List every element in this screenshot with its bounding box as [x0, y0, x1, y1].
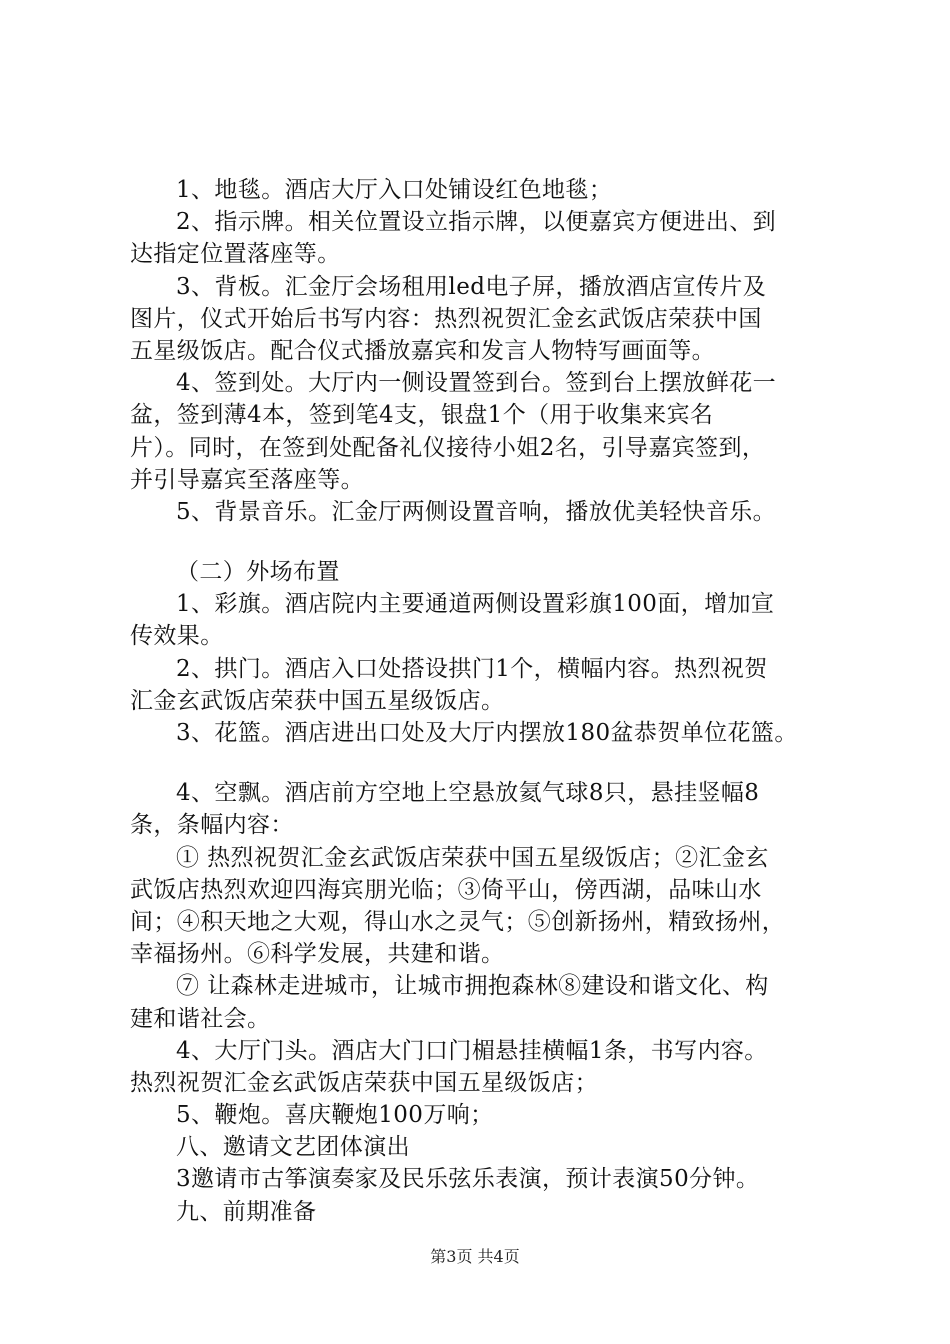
paragraph-line: 2、指示牌。相关位置设立指示牌，以便嘉宾方便进出、到 [176, 209, 777, 236]
paragraph-line: 幸福扬州。⑥科学发展，共建和谐。 [130, 941, 505, 968]
paragraph-line: 3邀请市古筝演奏家及民乐弦乐表演，预计表演50分钟。 [176, 1166, 760, 1193]
paragraph-line: 盆，签到薄4本，签到笔4支，银盘1个（用于收集来宾名 [130, 402, 714, 429]
paragraph-line: ① 热烈祝贺汇金玄武饭店荣获中国五星级饭店；②汇金玄 [176, 844, 769, 871]
paragraph-line: 间；④积天地之大观，得山水之灵气；⑤创新扬州，精致扬州， [130, 908, 786, 935]
page-footer: 第3页 共4页 [430, 1247, 520, 1266]
paragraph-line: 4、空飘。酒店前方空地上空悬放氦气球8只，悬挂竖幅8 [176, 780, 760, 807]
paragraph-gap [130, 749, 830, 777]
paragraph-gap [130, 528, 830, 556]
paragraph-line: 3、背板。汇金厅会场租用led电子屏，播放酒店宣传片及 [176, 273, 767, 300]
paragraph-line: 2、拱门。酒店入口处搭设拱门1个，横幅内容。热烈祝贺 [176, 655, 768, 682]
paragraph-line: 传效果。 [130, 623, 224, 650]
paragraph-line: 五星级饭店。配合仪式播放嘉宾和发言人物特写画面等。 [130, 337, 715, 364]
paragraph-line: 并引导嘉宾至落座等。 [130, 466, 364, 493]
paragraph-line: 图片，仪式开始后书写内容：热烈祝贺汇金玄武饭店荣获中国 [130, 305, 762, 332]
paragraph-line: 5、背景音乐。汇金厅两侧设置音响，播放优美轻快音乐。 [176, 498, 777, 525]
section-heading: （二）外场布置 [176, 559, 340, 586]
paragraph-line: 热烈祝贺汇金玄武饭店荣获中国五星级饭店； [130, 1069, 598, 1096]
paragraph-line: 建和谐社会。 [130, 1005, 271, 1032]
paragraph-line: 汇金玄武饭店荣获中国五星级饭店。 [130, 687, 505, 714]
paragraph-line: 1、地毯。酒店大厅入口处铺设红色地毯； [176, 177, 613, 203]
document-body [130, 174, 830, 1228]
paragraph-line: 3、花篮。酒店进出口处及大厅内摆放180盆恭贺单位花篮。 [176, 720, 798, 746]
paragraph-line: 4、签到处。大厅内一侧设置签到台。签到台上摆放鲜花一 [176, 370, 777, 397]
paragraph-line: ⑦ 让森林走进城市，让城市拥抱森林⑧建设和谐文化、构 [176, 973, 769, 1000]
paragraph-line: 条，条幅内容： [130, 812, 294, 839]
section-heading: 九、前期准备 [176, 1198, 317, 1225]
paragraph-line: 达指定位置落座等。 [130, 241, 341, 268]
paragraph-line: 4、大厅门头。酒店大门口门楣悬挂横幅1条，书写内容。 [176, 1037, 768, 1064]
paragraph-line: 1、彩旗。酒店院内主要通道两侧设置彩旗100面，增加宣 [176, 591, 775, 618]
section-heading: 八、邀请文艺团体演出 [176, 1134, 410, 1161]
paragraph-line: 片）。同时，在签到处配备礼仪接待小姐2名，引导嘉宾签到， [130, 434, 766, 461]
paragraph-line: 武饭店热烈欢迎四海宾朋光临；③倚平山，傍西湖，品味山水 [130, 876, 762, 903]
paragraph-line: 5、鞭炮。喜庆鞭炮100万响； [176, 1102, 494, 1129]
